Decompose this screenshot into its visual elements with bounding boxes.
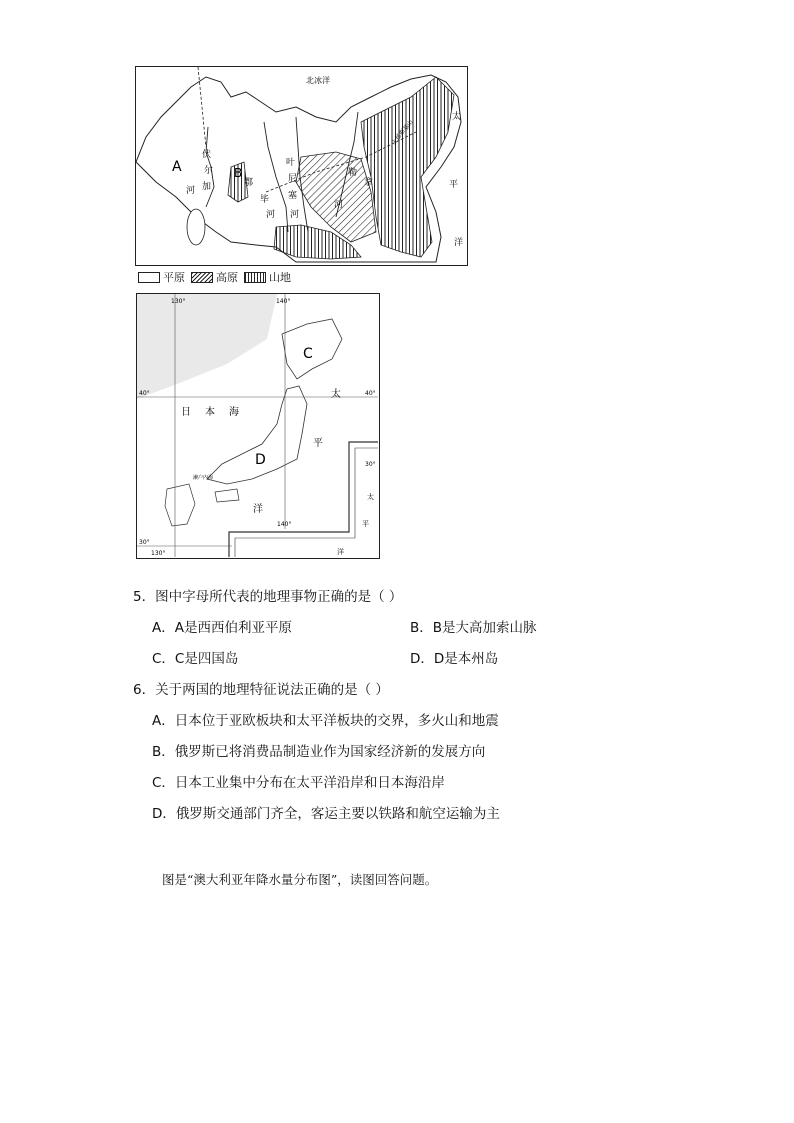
yenisei-4: 河	[290, 210, 300, 220]
ob-1: 鄂	[244, 178, 254, 188]
letter-d: D	[255, 452, 266, 468]
legend-plateau	[191, 269, 238, 285]
volga-1: 伏	[202, 150, 212, 160]
lon-130-label: 130°	[171, 298, 186, 305]
question-5-option-a[interactable]: A．A是西西伯利亚平原	[152, 620, 292, 636]
lat-40-label-right: 40°	[365, 390, 376, 397]
question-5-option-c[interactable]: C．C是四国岛	[152, 651, 239, 667]
pacific-inset-2: 平	[362, 520, 369, 528]
question-5-option-b[interactable]: B．B是大高加索山脉	[410, 620, 537, 636]
letter-b: B	[234, 166, 243, 180]
lena-2: 拿	[364, 178, 374, 188]
question-5-stem: 5．图中字母所代表的地理事物正确的是（ ）	[133, 589, 403, 605]
question-6-option-c[interactable]: C．日本工业集中分布在太平洋沿岸和日本海沿岸	[152, 775, 445, 791]
legend-plain-label: 平原	[163, 271, 185, 284]
japan-map-svg	[137, 294, 378, 557]
japan-map	[136, 293, 380, 559]
inland-sea-label: 濑户内海	[193, 475, 214, 481]
volga-2: 尔	[204, 166, 214, 176]
lena-1: 勒	[348, 168, 358, 178]
pacific-label-2: 平	[449, 180, 459, 190]
lon-140-label-bottom: 140°	[277, 521, 292, 528]
russia-terrain-map	[135, 66, 468, 266]
sea-of-japan-3: 海	[229, 407, 239, 418]
yenisei-3: 塞	[288, 191, 298, 201]
legend-mountain	[244, 269, 291, 285]
pacific-label-1: 太	[452, 112, 462, 122]
terrain-legend	[138, 270, 297, 284]
lon-140-label: 140°	[276, 298, 291, 305]
yenisei-2: 尼	[288, 174, 298, 184]
question-6-option-a[interactable]: A．日本位于亚欧板块和太平洋板块的交界，多火山和地震	[152, 713, 499, 729]
sea-of-japan-2: 本	[205, 407, 215, 418]
plateau-swatch	[191, 272, 213, 283]
lena-3: 河	[334, 200, 344, 210]
legend-plain	[138, 269, 185, 285]
lat-30-label: 30°	[139, 539, 150, 546]
volga-3: 加	[202, 182, 212, 192]
mountain-label: 上扬斯基山	[390, 118, 415, 147]
pacific-main-1: 太	[331, 389, 341, 400]
legend-mountain-label: 山地	[269, 271, 291, 284]
yenisei-1: 叶	[286, 158, 296, 168]
mountain-swatch	[244, 272, 266, 283]
pacific-main-2: 平	[313, 438, 323, 449]
question-6-option-d[interactable]: D．俄罗斯交通部门齐全，客运主要以铁路和航空运输为主	[152, 806, 500, 822]
volga-4: 河	[186, 186, 196, 196]
lon-130-label-bottom: 130°	[151, 550, 166, 557]
arctic-ocean-label: 北冰洋	[306, 76, 330, 85]
legend-plateau-label: 高原	[216, 271, 238, 284]
pacific-main-3: 洋	[253, 504, 263, 515]
question-6-option-b[interactable]: B．俄罗斯已将消费品制造业作为国家经济新的发展方向	[152, 744, 486, 760]
pacific-inset-1: 太	[367, 493, 374, 501]
ob-2: 毕	[260, 195, 270, 205]
pacific-label-3: 洋	[454, 238, 464, 248]
caspian-sea	[187, 209, 205, 245]
plain-swatch	[138, 272, 160, 283]
sea-of-japan-1: 日	[181, 407, 191, 418]
next-section-caption: 图是“澳大利亚年降水量分布图”，读图回答问题。	[162, 872, 438, 887]
pacific-inset-3: 洋	[337, 548, 344, 556]
russia-map-svg	[136, 67, 466, 264]
lat-30-label-inset: 30°	[365, 461, 376, 468]
question-6-stem: 6．关于两国的地理特征说法正确的是（ ）	[133, 682, 389, 698]
letter-a: A	[172, 159, 182, 175]
letter-c: C	[303, 346, 313, 362]
lat-40-label-left: 40°	[139, 390, 150, 397]
question-5-option-d[interactable]: D．D是本州岛	[410, 651, 499, 667]
ob-3: 河	[266, 210, 276, 220]
